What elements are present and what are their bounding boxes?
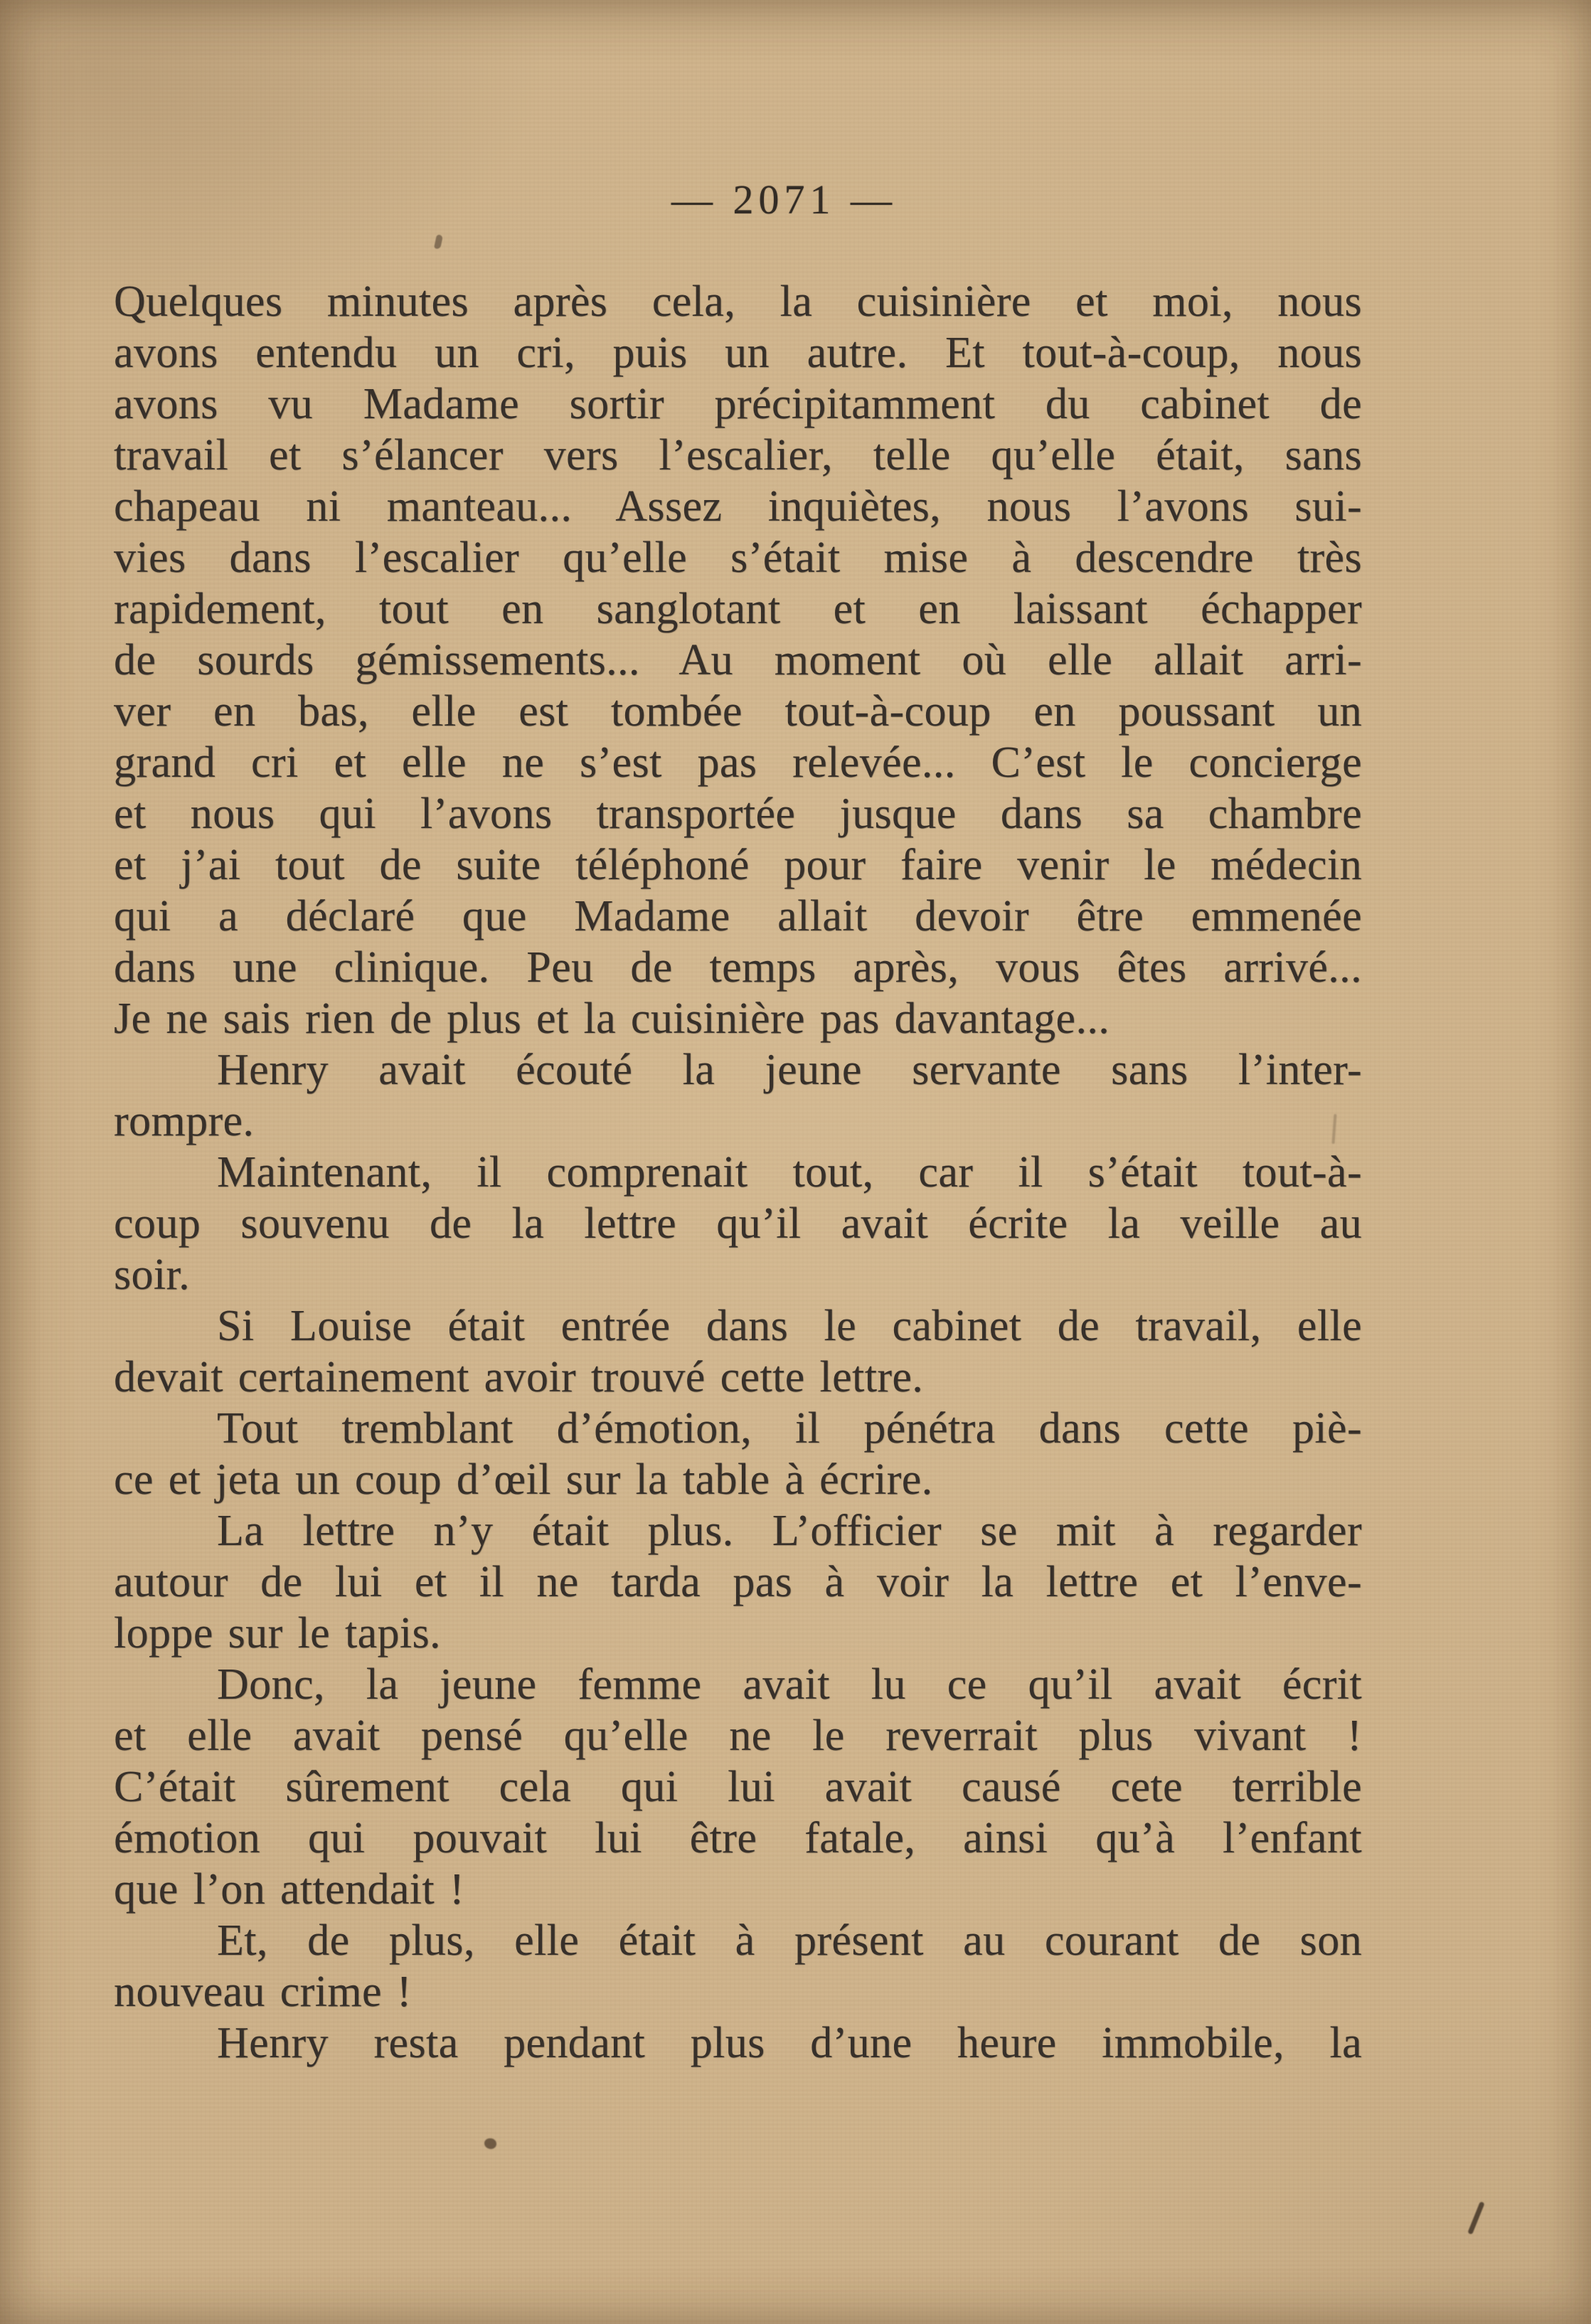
- paragraph: [114, 2017, 1362, 2069]
- text-line: et elle avait pensé qu’elle ne le reverrait plus vivant !: [114, 1712, 1362, 1760]
- text-line: dans une clinique. Peu de temps après, vous êtes arrivé...: [114, 943, 1362, 992]
- text-line: rapidement, tout en sanglotant et en laissant échapper: [114, 585, 1362, 633]
- text-line: C’était sûrement cela qui lui avait causé cete terrible: [114, 1763, 1362, 1811]
- paragraph: [114, 276, 1362, 1044]
- text-block: [114, 276, 1362, 2069]
- text-line: autour de lui et il ne tarda pas à voir la lettre et l’enve-: [114, 1558, 1362, 1606]
- text-line: qui a déclaré que Madame allait devoir être emmenée: [114, 892, 1362, 940]
- text-line: Henry avait écouté la jeune servante sans l’inter-: [217, 1046, 1362, 1094]
- text-line: Je ne sais rien de plus et la cuisinière pas davantage...: [114, 994, 1110, 1043]
- text-line: vies dans l’escalier qu’elle s’était mise à descendre très: [114, 534, 1362, 582]
- text-line: et j’ai tout de suite téléphoné pour faire venir le médecin: [114, 841, 1362, 889]
- text-line: et nous qui l’avons transportée jusque dans sa chambre: [114, 790, 1362, 838]
- ink-dot-mark: [484, 2138, 496, 2149]
- paragraph: [114, 1505, 1362, 1659]
- text-line: rompre.: [114, 1097, 255, 1145]
- page-number: — 2071 —: [671, 176, 897, 223]
- text-line: Si Louise était entrée dans le cabinet de travail, elle: [217, 1302, 1362, 1350]
- paragraph: [114, 1300, 1362, 1403]
- text-line: travail et s’élancer vers l’escalier, telle qu’elle était, sans: [114, 431, 1362, 479]
- text-line: ver en bas, elle est tombée tout-à-coup en poussant un: [114, 687, 1362, 736]
- text-line: La lettre n’y était plus. L’officier se mit à regarder: [217, 1507, 1362, 1555]
- ink-slash-mark: [1467, 2201, 1484, 2234]
- text-line: avons vu Madame sortir précipitamment du cabinet de: [114, 380, 1362, 428]
- text-line: coup souvenu de la lettre qu’il avait écrite la veille au: [114, 1199, 1362, 1248]
- paragraph: [114, 1403, 1362, 1505]
- text-line: émotion qui pouvait lui être fatale, ainsi qu’à l’enfant: [114, 1814, 1362, 1862]
- text-line: ce et jeta un coup d’œil sur la table à écrire.: [114, 1455, 933, 1504]
- paragraph: [114, 1659, 1362, 1915]
- text-line: avons entendu un cri, puis un autre. Et tout-à-coup, nous: [114, 329, 1362, 377]
- text-line: que l’on attendait !: [114, 1865, 464, 1914]
- text-line: Donc, la jeune femme avait lu ce qu’il avait écrit: [217, 1660, 1362, 1709]
- text-line: Et, de plus, elle était à présent au courant de son: [217, 1916, 1362, 1965]
- text-line: devait certainement avoir trouvé cette lettre.: [114, 1353, 924, 1401]
- text-line: soir.: [114, 1251, 191, 1299]
- paragraph: [114, 1147, 1362, 1300]
- ink-speck-mark: [434, 234, 443, 249]
- text-line: Quelques minutes après cela, la cuisinière et moi, nous: [114, 277, 1362, 326]
- text-line: Maintenant, il comprenait tout, car il s’était tout-à-: [217, 1148, 1362, 1197]
- text-line: nouveau crime !: [114, 1968, 412, 2016]
- paragraph: [114, 1915, 1362, 2017]
- text-line: loppe sur le tapis.: [114, 1609, 441, 1657]
- text-line: de sourds gémissements... Au moment où elle allait arri-: [114, 636, 1362, 684]
- text-line: chapeau ni manteau... Assez inquiètes, nous l’avons sui-: [114, 482, 1362, 531]
- text-line: Tout tremblant d’émotion, il pénétra dans cette piè-: [217, 1404, 1362, 1453]
- paragraph: [114, 1044, 1362, 1147]
- text-line: grand cri et elle ne s’est pas relevée... C’est le concierge: [114, 738, 1362, 787]
- text-line: Henry resta pendant plus d’une heure immobile, la: [217, 2019, 1362, 2067]
